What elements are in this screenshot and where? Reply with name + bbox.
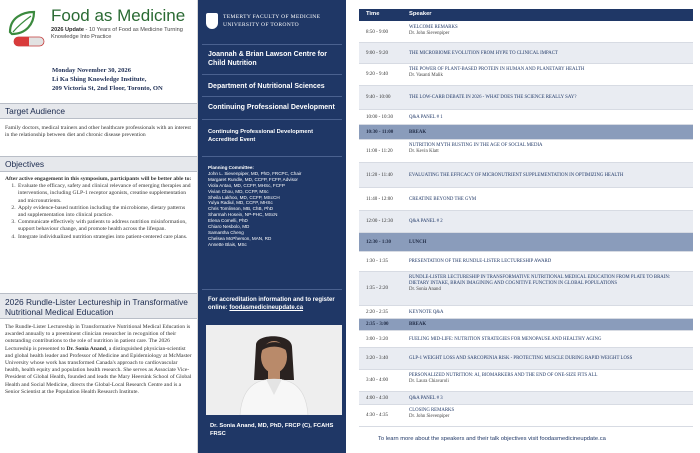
- session-time: 2:20 - 2:35: [366, 309, 388, 315]
- committee-member: Vivian Chou, MD, CCFP, MSc: [208, 188, 269, 194]
- session-time: 9:40 - 10:00: [366, 95, 391, 100]
- session-title: PERSONALIZED NUTRITION: AI, BIOMARKERS AND THE END OF ONE-SIZE FITS ALL Dr. Laura Chiavaroli: [409, 373, 689, 385]
- schedule-row: [359, 392, 693, 405]
- session-title: CLOSING REMARKS Dr. John Sievenpiper: [409, 408, 689, 420]
- schedule-row: [359, 348, 693, 370]
- schedule-row: [359, 370, 693, 392]
- schedule-row: [359, 140, 693, 163]
- session-time: 10:00 - 10:30: [366, 114, 393, 120]
- committee-member: Chris Tomlinson, MB, ChB, PhD: [208, 206, 274, 212]
- session-time: 3:40 - 4:00: [366, 378, 388, 383]
- objectives-heading: Objectives: [0, 156, 197, 172]
- session-title: PRESENTATION OF THE RUNDLE-LISTER LECTURESHIP AWARD: [409, 259, 552, 264]
- session-title: NUTRITION MYTH BUSTING IN THE AGE OF SOCIAL MEDIA Dr. Kevin Klatt: [409, 143, 689, 155]
- session-time: 3:20 - 3:40: [366, 356, 388, 361]
- schedule-row: [359, 110, 693, 125]
- schedule-break-row: [359, 125, 693, 140]
- schedule-col-speaker: Speaker: [409, 11, 432, 17]
- schedule-break-row: [359, 233, 693, 252]
- schedule-row: [359, 22, 693, 43]
- cpd-name: Continuing Professional Development: [208, 104, 335, 111]
- session-time: 11:40 - 12:00: [366, 196, 393, 202]
- uoft-university: UNIVERSITY OF TORONTO: [223, 22, 300, 28]
- schedule-row: [359, 405, 693, 427]
- objectives-block: [5, 176, 193, 241]
- session-title: Q&A PANEL # 1: [409, 114, 443, 120]
- session-title: THE MICROBIOME EVOLUTION FROM HYPE TO CLINICAL IMPACT: [409, 50, 558, 56]
- target-audience-text: Family doctors, medical trainers and other healthcare professionals with an interest in the relationship between diet and chronic disease prevention: [5, 125, 191, 139]
- divider: [202, 156, 342, 157]
- event-info: [52, 66, 163, 93]
- session-title: BREAK: [409, 129, 427, 135]
- session-speaker: Dr. Kevin Klatt: [409, 149, 439, 154]
- schedule-break-row: [359, 319, 693, 331]
- session-time: 3:00 - 3:20: [366, 336, 388, 342]
- objective-item: 1. Evaluate the efficacy, safety and clinical relevance of emerging therapies and interventions, including GLP-1 receptor agonists, creatine supplementation and micronutrients.: [17, 183, 193, 205]
- session-time: 1:35 - 2:20: [366, 286, 388, 291]
- schedule-row: [359, 64, 693, 86]
- committee-member: Elena Comelli, PhD: [208, 218, 248, 224]
- left-column: [0, 0, 198, 453]
- committee-member: Viola Antao, MD, CCFP, MHSc, FCFP: [208, 182, 285, 188]
- committee-member: Chiaro Nesbolo, MD: [208, 224, 250, 230]
- event-logo: [4, 4, 194, 54]
- committee-member: Margaret Rundle, MD, CCFP, FCFP, Advisor: [208, 176, 298, 182]
- accredited-event: Continuing Professional Development Accredited Event: [208, 129, 313, 143]
- schedule-row: [359, 43, 693, 64]
- session-time: 11:00 - 11:20: [366, 148, 393, 154]
- divider: [202, 119, 342, 120]
- event-address: 209 Victoria St, 2nd Floor, Toronto, ON: [52, 85, 163, 92]
- session-title: BREAK: [409, 322, 427, 327]
- session-speaker: Dr. Vasanti Malik: [409, 73, 443, 78]
- session-title: RUNDLE-LISTER LECTURESHIP IN TRANSFORMATIVE NUTRITIONAL MEDICAL EDUCATION FROM PLATE TO BRAIN: DIETARY INTAKE, BRAIN IMAGINING AND COGNITIVE FUNCTION IN GLOBAL POPULATIONS Dr. Sonia Anand: [409, 275, 689, 293]
- schedule-row: [359, 211, 693, 233]
- committee-member: Samantha Cheng: [208, 229, 244, 235]
- divider: [202, 96, 342, 97]
- divider: [202, 289, 342, 290]
- schedule-row: [359, 163, 693, 188]
- schedule-row: [359, 272, 693, 306]
- accreditation-info: For accreditation information and to register online: foodasmedicineupdate.ca: [208, 297, 335, 311]
- session-speaker: Dr. John Sievenpiper: [409, 31, 450, 36]
- schedule-row: [359, 252, 693, 272]
- lectureship-heading: 2026 Rundle-Lister Lectureship in Transformative Nutritional Medical Education: [0, 293, 197, 319]
- committee-member: Sheila Lakhoo, MD, CCFP, MScCH: [208, 194, 280, 200]
- objectives-intro: After active engagement in this symposium, participants will be better able to:: [5, 176, 192, 182]
- session-time: 12:30 - 1:30: [366, 239, 391, 245]
- uoft-logo: [206, 11, 344, 39]
- session-title: FUELING MID-LIFE: NUTRITION STRATEGIES FOR MENOPAUSE AND HEALTHY AGING: [409, 336, 602, 342]
- session-time: 9:20 - 9:40: [366, 72, 388, 77]
- session-speaker: Dr. Laura Chiavaroli: [409, 379, 449, 384]
- uoft-faculty: TEMERTY FACULTY OF MEDICINE: [223, 14, 321, 20]
- target-audience-heading: Target Audience: [0, 103, 197, 119]
- schedule-footer: To learn more about the speakers and their talk objectives visit foodasmedicineupdate.ca: [378, 436, 606, 442]
- committee-member: Yulya Radiul, MD, CCFP, MHSc: [208, 200, 273, 206]
- logo-title: Food as Medicine: [51, 6, 186, 25]
- portrait-illustration-icon: [206, 325, 342, 415]
- objective-item: 4. Integrate individualized nutrition strategies into patient-centered care plans.: [17, 234, 193, 241]
- session-speaker: Dr. Sonia Anand: [409, 287, 441, 292]
- session-time: 8:50 - 9:00: [366, 29, 388, 35]
- session-title: LUNCH: [409, 239, 427, 245]
- uoft-crest-icon: [206, 13, 218, 29]
- objective-item: 2. Apply evidence-based nutrition including the microbiome, dietary patterns and supplementation into clinical practice.: [17, 205, 193, 219]
- event-date: Monday November 30, 2026: [52, 67, 131, 74]
- schedule-row: [359, 306, 693, 319]
- session-time: 12:00 - 12:30: [366, 219, 393, 224]
- session-title: Q&A PANEL # 3: [409, 395, 443, 401]
- portrait-caption: Dr. Sonia Anand, MD, PhD, FRCP (C), FCAHS FRSC: [210, 423, 334, 437]
- session-title: KEYNOTE Q&A: [409, 309, 444, 315]
- session-time: 11:20 - 11:40: [366, 172, 393, 178]
- schedule-row: [359, 188, 693, 211]
- session-title: THE LOW-CARB DEBATE IN 2026 - WHAT DOES THE SCIENCE REALLY SAY?: [409, 95, 577, 100]
- session-speaker: Dr. John Sievenpiper: [409, 414, 450, 419]
- session-time: 9:00 - 9:20: [366, 50, 388, 56]
- session-time: 4:00 - 4:30: [366, 395, 388, 401]
- leaf-pill-logo-icon: [4, 6, 48, 50]
- logo-subtitle: 2026 Update - 10 Years of Food as Medicine Turning Knowledge Into Practice: [51, 27, 183, 40]
- objectives-list: [5, 183, 193, 241]
- session-time: 4:30 - 4:35: [366, 413, 388, 418]
- committee-member: Annette Blais, MSc: [208, 241, 247, 247]
- session-title: GLP-1 WEIGHT LOSS AND SARCOPENIA RISK - PROTECTING MUSCLE DURING RAPID WEIGHT LOSS: [409, 356, 633, 361]
- speaker-portrait: [206, 325, 342, 415]
- lecture-honoree: Dr. Sonia Anand: [66, 345, 106, 352]
- session-title: THE POWER OF PLANT-BASED PROTEIN IN HUMAN AND PLANETARY HEALTH Dr. Vasanti Malik: [409, 67, 689, 79]
- schedule-header: [359, 9, 693, 21]
- committee-member: Sharmah Hosein, NP-PHC, MScN: [208, 212, 278, 218]
- session-title: WELCOME REMARKS Dr. John Sievenpiper: [409, 25, 689, 37]
- register-link[interactable]: foodasmedicineupdate.ca: [229, 305, 304, 311]
- schedule-row: [359, 331, 693, 348]
- lectureship-text: The Rundle-Lister Lectureship in Transformative Nutritional Medical Education is awarded annually to a preeminent clinician researcher in recognition of their outstanding contributions to the role of nutrition in patient care. The 2026 Lectureship is presented to Dr. Sonia Anand, a distinguished physician-scientist and global health leader and Professor of Medicine and Epidemiology at McMaster University whose work has transformed Canada's approach to cardiovascular health, health equity and population health research. She serves as Associate Vice-President of Global Health, founded and leads the Mary Heersink School of Global Health and Social Medicine, directs the Global-Local Research Centre and is a Senior Scientist at the Population Health Research Institute.: [5, 324, 192, 395]
- schedule-row: [359, 86, 693, 110]
- divider: [202, 74, 342, 75]
- department-name: Department of Nutritional Sciences: [208, 83, 325, 90]
- session-time: 2:35 - 3:00: [366, 322, 389, 327]
- schedule-col-time: Time: [366, 11, 380, 17]
- session-time: 10:30 - 11:00: [366, 129, 394, 135]
- planning-committee: [208, 165, 342, 248]
- committee-heading: Planning Committee:: [208, 165, 254, 170]
- session-title: EVALUATING THE EFFICACY OF MICRONUTRIENT SUPPLEMENTATION IN OPTIMIZING HEALTH: [409, 172, 624, 178]
- session-time: 1:30 - 1:35: [366, 259, 388, 264]
- middle-column: [198, 0, 346, 453]
- session-title: Q&A PANEL # 2: [409, 219, 443, 224]
- event-venue: Li Ka Shing Knowledge Institute,: [52, 76, 147, 83]
- divider: [202, 44, 342, 45]
- committee-member: Chelsea McPherson, MAN, RD: [208, 235, 272, 241]
- centre-name: Joannah & Brian Lawson Centre for Child Nutrition: [208, 51, 328, 67]
- objective-item: 3. Communicate effectively with patients to address nutrition misinformation, support behaviour change, and promote health across the lifespan.: [17, 219, 193, 233]
- session-title: CREATINE BEYOND THE GYM: [409, 196, 477, 202]
- committee-member: John L. Sievenpiper, MD, PhD, FRCPC, Chair: [208, 170, 302, 176]
